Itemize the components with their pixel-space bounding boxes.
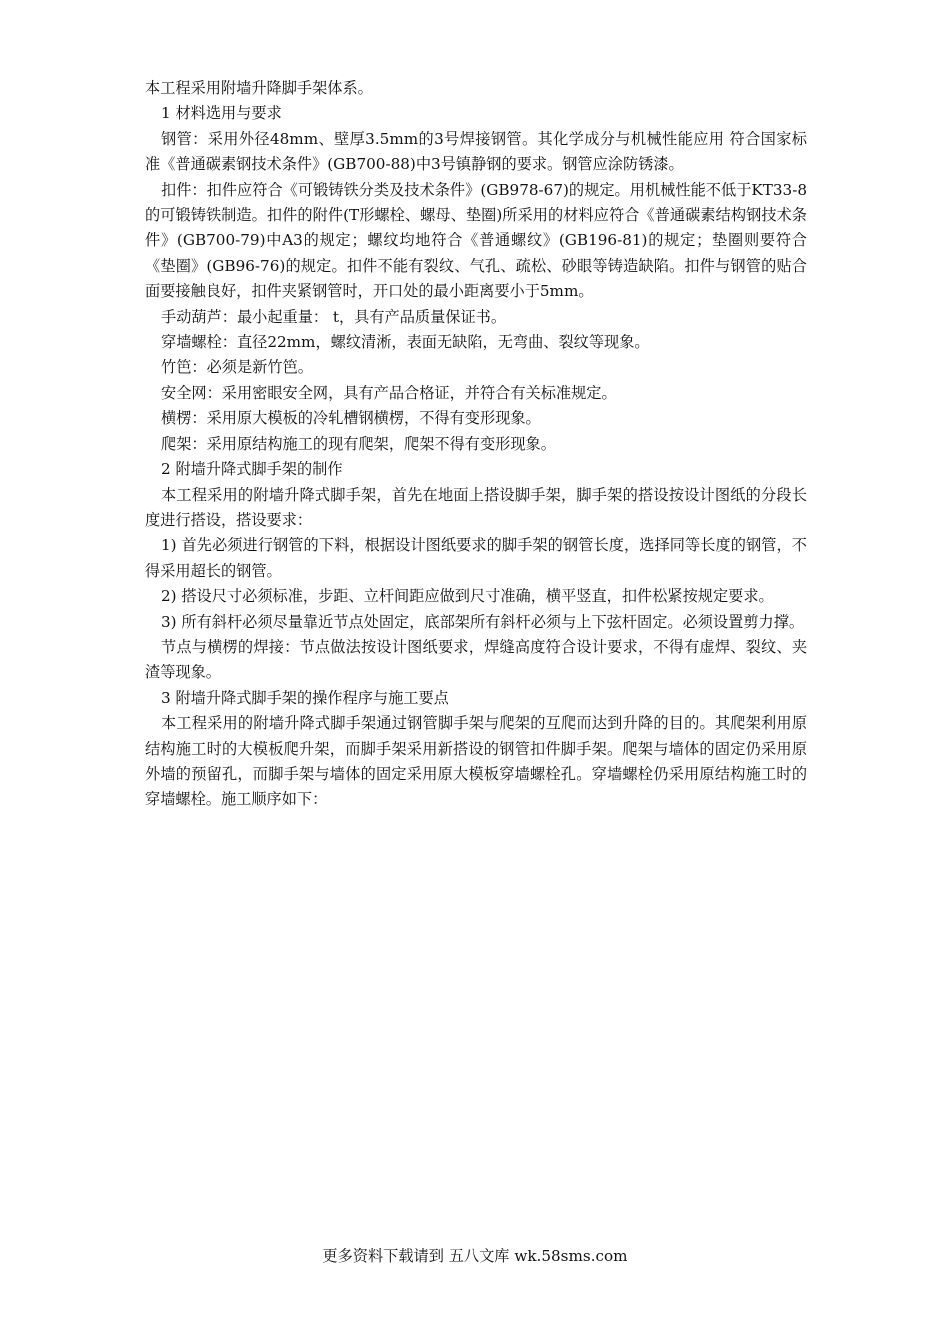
paragraph: 1) 首先必须进行钢管的下料，根据设计图纸要求的脚手架的钢管长度，选择同等长度的钢管，不得采用超长的钢管。 — [145, 536, 807, 580]
paragraph: 本工程采用附墙升降脚手架体系。 — [145, 79, 373, 97]
paragraph: 本工程采用的附墙升降式脚手架，首先在地面上搭设脚手架，脚手架的搭设按设计图纸的分段长度进行搭设，搭设要求： — [145, 485, 807, 529]
paragraph: 节点与横楞的焊接：节点做法按设计图纸要求，焊缝高度符合设计要求，不得有虚焊、裂纹、夹渣等现象。 — [145, 637, 807, 682]
document-body — [145, 76, 807, 813]
paragraph: 3) 所有斜杆必须尽量靠近节点处固定，底部架所有斜杆必须与上下弦杆固定。必须设置剪力撑。 — [161, 612, 805, 631]
paragraph: 穿墙螺栓：直径22mm，螺纹清淅，表面无缺陷，无弯曲、裂纹等现象。 — [161, 333, 650, 352]
paragraph: 本工程采用的附墙升降式脚手架通过钢管脚手架与爬架的互爬而达到升降的目的。其爬架利用原结构施工时的大模板爬升架，而脚手架采用新搭设的钢管扣件脚手架。爬架与墙体的固定仍采用原外墙的预留孔，而脚手架与墙体的固定采用原大模板穿墙螺栓孔。穿墙螺栓仍采用原结构施工时的穿墙螺栓。施工顺序如下： — [145, 714, 807, 809]
paragraph: 1 材料选用与要求 — [161, 104, 282, 123]
footer-text: 更多资料下载请到 五八文库 wk.58sms.com — [322, 1247, 628, 1265]
paragraph: 横楞：采用原大模板的冷轧槽钢横楞，不得有变形现象。 — [161, 409, 541, 428]
paragraph: 竹笆：必须是新竹笆。 — [161, 358, 313, 377]
paragraph: 2 附墙升降式脚手架的制作 — [161, 460, 343, 479]
paragraph: 安全网：采用密眼安全网，具有产品合格证，并符合有关标准规定。 — [161, 383, 617, 402]
paragraph: 手动葫芦：最小起重量： t，具有产品质量保证书。 — [161, 307, 507, 326]
paragraph: 扣件：扣件应符合《可锻铸铁分类及技术条件》(GB978-67)的规定。用机械性能不低于KT33-8的可锻铸铁制造。扣件的附件(T形螺栓、螺母、垫圈)所采用的材料应符合《普通碳素结构钢技术条件》(GB700-79)中A3的规定；螺纹均地符合《普通螺纹》(GB196-81)的规定；垫圈则要符合《垫圈》(GB96-76)的规定。扣件不能有裂纹、气孔、疏松、砂眼等铸造缺陷。扣件与钢管的贴合面要接触良好，扣件夹紧钢管时，开口处的最小距离要小于5mm。 — [145, 180, 807, 301]
paragraph: 2) 搭设尺寸必须标准，步距、立杆间距应做到尺寸准确，横平竖直，扣件松紧按规定要求。 — [161, 587, 774, 606]
paragraph: 3 附墙升降式脚手架的操作程序与施工要点 — [161, 688, 449, 707]
paragraph: 爬架：采用原结构施工的现有爬架，爬架不得有变形现象。 — [161, 434, 556, 453]
paragraph: 钢管：采用外径48mm、壁厚3.5mm的3号焊接钢管。其化学成分与机械性能应用 符合国家标准《普通碳素钢技术条件》(GB700-88)中3号镇静钢的要求。钢管应涂防锈漆。 — [145, 129, 807, 174]
